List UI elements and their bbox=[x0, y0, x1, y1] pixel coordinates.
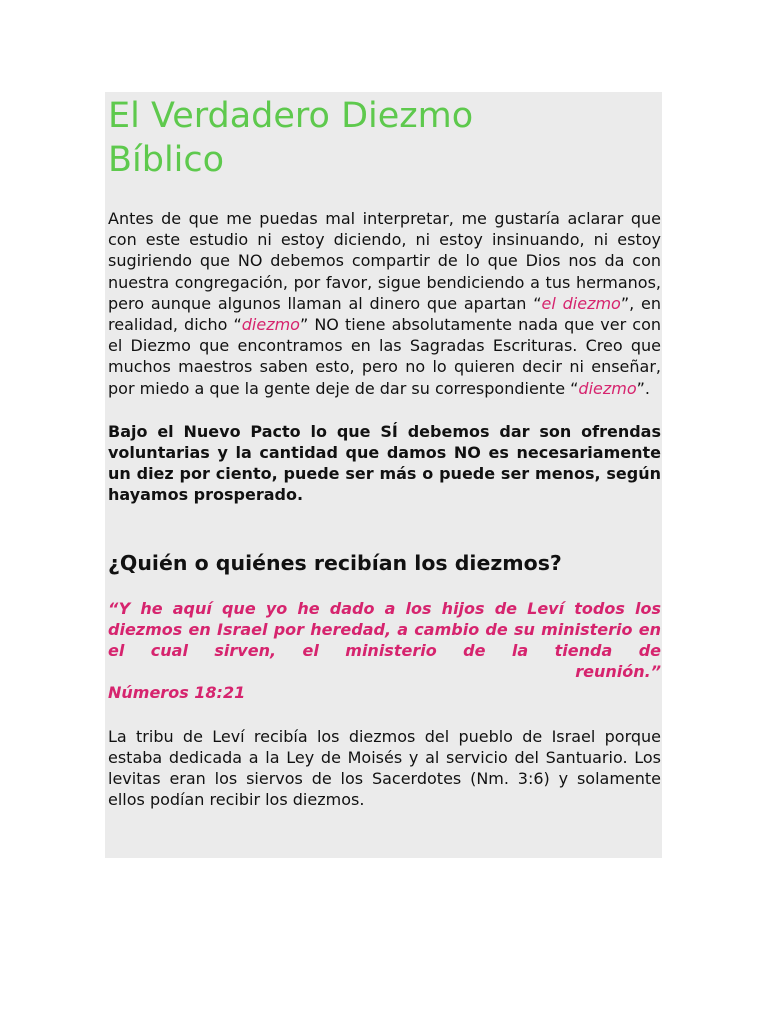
quote-end: reunión.” bbox=[575, 662, 661, 682]
scripture-quote bbox=[108, 598, 661, 704]
title-line-2: Bíblico bbox=[108, 140, 225, 180]
page-title bbox=[108, 94, 661, 182]
intro-text-4: ”. bbox=[636, 378, 651, 398]
emphasis-el-diezmo: el diezmo bbox=[541, 293, 621, 313]
document-page bbox=[105, 92, 662, 858]
title-line-1: El Verdadero Diezmo bbox=[108, 96, 474, 136]
emphasis-diezmo-1: diezmo bbox=[241, 315, 300, 335]
emphasis-diezmo-2: diezmo bbox=[578, 378, 637, 398]
intro-text-1: Antes de que me puedas mal interpretar, me gustaría aclarar que con este estudio ni estoy diciendo, ni estoy insinuando, ni estoy sugiriendo que NO debemos compartir de lo que Dios nos da con nuestra congregación, por favor, sigue bendiciendo a tus hermanos, pero aunque algunos llaman al dinero que apartan “ bbox=[108, 209, 661, 313]
intro-text-3: ” NO tiene absolutamente nada que ver con el Diezmo que encontramos en las Sagradas Escrituras. Creo que muchos maestros saben esto, pero no lo quieren decir ni enseñar, por miedo a que la gente deje de dar su correspondiente “ bbox=[108, 315, 661, 398]
quote-reference: Números 18:21 bbox=[108, 683, 246, 703]
quote-body: “Y he aquí que yo he dado a los hijos de Leví todos los diezmos en Israel por heredad, a cambio de su ministerio en el cual sirven, el ministerio de la tienda de bbox=[108, 598, 661, 661]
intro-paragraph bbox=[108, 208, 661, 399]
section-heading: ¿Quién o quiénes recibían los diezmos? bbox=[108, 550, 562, 575]
new-covenant-paragraph: Bajo el Nuevo Pacto lo que SÍ debemos dar son ofrendas voluntarias y la cantidad que damos NO es necesariamente un diez por ciento, puede ser más o puede ser menos, según hayamos prosperado. bbox=[108, 421, 661, 505]
intro-text-2: ”, en realidad, dicho “ bbox=[108, 293, 662, 335]
closing-paragraph: La tribu de Leví recibía los diezmos del pueblo de Israel porque estaba dedicada a la Ley de Moisés y al servicio del Santuario. Los levitas eran los siervos de los Sacerdotes (Nm. 3:6) y solamente ellos podían recibir los diezmos. bbox=[108, 726, 661, 810]
